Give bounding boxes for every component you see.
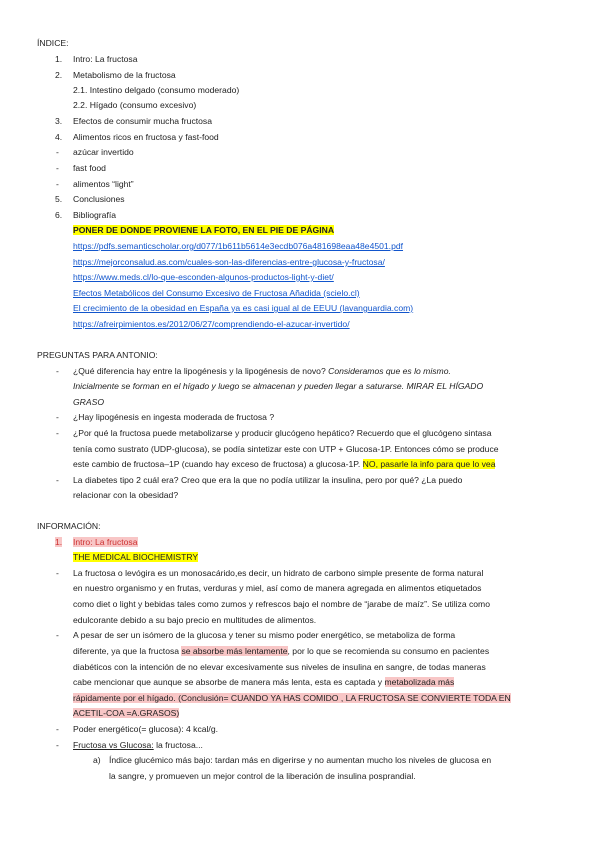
bibliography-link[interactable]: https://afreirpimientos.es/2012/06/27/comprendiendo-el-azucar-invertido/ (73, 319, 350, 329)
index-item: Conclusiones (73, 194, 125, 204)
question-4-line: La diabetes tipo 2 cuál era? Creo que era la que no podía utilizar la insulina, pero por qué? ¿La puedo (73, 475, 463, 485)
bullet-dash: - (56, 475, 59, 485)
paragraph-line: Poder energético(= glucosa): 4 kcal/g. (73, 724, 218, 734)
bullet-dash: - (56, 724, 59, 734)
info-item-number: 1. (55, 537, 63, 547)
highlighted-text: rápidamente por el hígado. (Conclusión= CUANDO YA HAS COMIDO , LA FRUCTOSA SE CONVIERTE TODA EN (73, 693, 511, 703)
info-heading: INFORMACIÓN: (37, 521, 101, 531)
question-3-line: tenía como sustrato (UDP-glucosa), se podía sintetizar este con UTP + Glucosa-1P. Entonces cómo se produce (73, 444, 499, 454)
info-item-title: Intro: La fructosa (73, 537, 138, 547)
highlighted-text: se absorbe más lentamente (181, 646, 288, 656)
bullet-dash: - (56, 568, 59, 578)
index-dash: - (56, 179, 59, 189)
index-number: 3. (55, 116, 63, 126)
bullet-dash: - (56, 428, 59, 438)
bullet-dash: - (56, 412, 59, 422)
paragraph-line: Fructosa vs Glucosa: la fructosa... (73, 740, 203, 750)
index-item: alimentos “light” (73, 179, 134, 189)
question-2: ¿Hay lipogénesis en ingesta moderada de fructosa ? (73, 412, 275, 422)
index-item: azúcar invertido (73, 147, 134, 157)
bullet-dash: - (56, 366, 59, 376)
index-item: Alimentos ricos en fructosa y fast-food (73, 132, 219, 142)
paragraph-line: cabe mencionar que aunque se absorbe de manera más lenta, esta es captada y metabolizada más (73, 677, 455, 687)
index-number: 2. (55, 70, 63, 80)
bibliography-link[interactable]: https://www.meds.cl/lo-que-esconden-algunos-productos-light-y-diet/ (73, 272, 334, 282)
bibliography-link[interactable]: El crecimiento de la obesidad en España ya es casi igual al de EEUU (lavanguardia.com) (73, 303, 414, 313)
index-number: 1. (55, 54, 63, 64)
index-number: 6. (55, 210, 63, 220)
index-dash: - (56, 147, 59, 157)
index-subitem: 2.2. Hígado (consumo excesivo) (73, 100, 197, 110)
paragraph-line: diferente, ya que la fructosa se absorbe más lentamente, por lo que se recomienda su consumo en pacientes (73, 646, 490, 656)
index-number: 4. (55, 132, 63, 142)
paragraph-line: en nuestro organismo y en frutas, verduras y miel, así como de manera agregada en alimentos etiquetados (73, 583, 482, 593)
sublist-line: Índice glucémico más bajo: tardan más en digerirse y no aumentan mucho los niveles de glucosa en (109, 755, 492, 765)
questions-heading: PREGUNTAS PARA ANTONIO: (37, 350, 158, 360)
index-item: Metabolismo de la fructosa (73, 70, 176, 80)
photo-note: PONER DE DONDE PROVIENE LA FOTO, EN EL PIE DE PÁGINA (73, 225, 335, 235)
sublist-line: la sangre, y promueven un mejor control de la liberación de insulina posprandial. (109, 771, 416, 781)
paragraph-line: edulcorante debido a su bajo precio en multitudes de alimentos. (73, 615, 317, 625)
index-heading: ÍNDICE: (37, 38, 69, 48)
paragraph-line: A pesar de ser un isómero de la glucosa y tener su mismo poder energético, se metaboliza de forma (73, 630, 456, 640)
bullet-dash: - (56, 630, 59, 640)
bibliography-link[interactable]: Efectos Metabólicos del Consumo Excesivo de Fructosa Añadida (scielo.cl) (73, 288, 360, 298)
bibliography-link[interactable]: https://pdfs.semanticscholar.org/d077/1b611b5614e3ecdb076a481698eaa48e4501.pdf (73, 241, 404, 251)
index-item: Efectos de consumir mucha fructosa (73, 116, 212, 126)
paragraph-line: La fructosa o levógira es un monosacárido,es decir, un hidrato de carbono simple presente de forma natural (73, 568, 484, 578)
question-1-answer: Inicialmente se forman en el hígado y luego se almacenan y pueden llegar a saturarse. MIRAR EL HÍGADO (73, 381, 484, 391)
source-label: THE MEDICAL BIOCHEMISTRY (73, 552, 199, 562)
question-1-answer-end: GRASO (73, 397, 105, 407)
paragraph-line: diabéticos con la intención de no elevar excesivamente sus niveles de insulina en sangre, de todas maneras (73, 662, 486, 672)
question-1-line: ¿Qué diferencia hay entre la lipogénesis y la lipogénesis de novo? Consideramos que es lo mismo. (73, 366, 451, 376)
index-number: 5. (55, 194, 63, 204)
bullet-dash: - (56, 740, 59, 750)
question-3-line: este cambio de fructosa–1P (cuando hay exceso de fructosa) a glucosa-1P. NO, pasarle la info para que lo vea (73, 459, 496, 469)
question-4-line: relacionar con la obesidad? (73, 490, 179, 500)
index-subitem: 2.1. Intestino delgado (consumo moderado) (73, 85, 240, 95)
index-item: fast food (73, 163, 106, 173)
bibliography-link[interactable]: https://mejorconsalud.as.com/cuales-son-las-diferencias-entre-glucosa-y-fructosa/ (73, 257, 385, 267)
highlighted-text: ACETIL-COA =A.GRASOS) (73, 708, 180, 718)
index-dash: - (56, 163, 59, 173)
index-item: Intro: La fructosa (73, 54, 138, 64)
question-3-line: ¿Por qué la fructosa puede metabolizarse y producir glucógeno hepático? Recuerdo que el glucógeno sintasa (73, 428, 492, 438)
paragraph-line: como diet o light y bebidas tales como zumos y refrescos bajo el nombre de “jarabe de maíz”. Se utiliza como (73, 599, 490, 609)
index-item: Bibliografía (73, 210, 116, 220)
highlighted-note: NO, pasarle la info para que lo vea (362, 459, 496, 469)
sublist-marker: a) (93, 755, 101, 765)
highlighted-text: metabolizada más (384, 677, 455, 687)
